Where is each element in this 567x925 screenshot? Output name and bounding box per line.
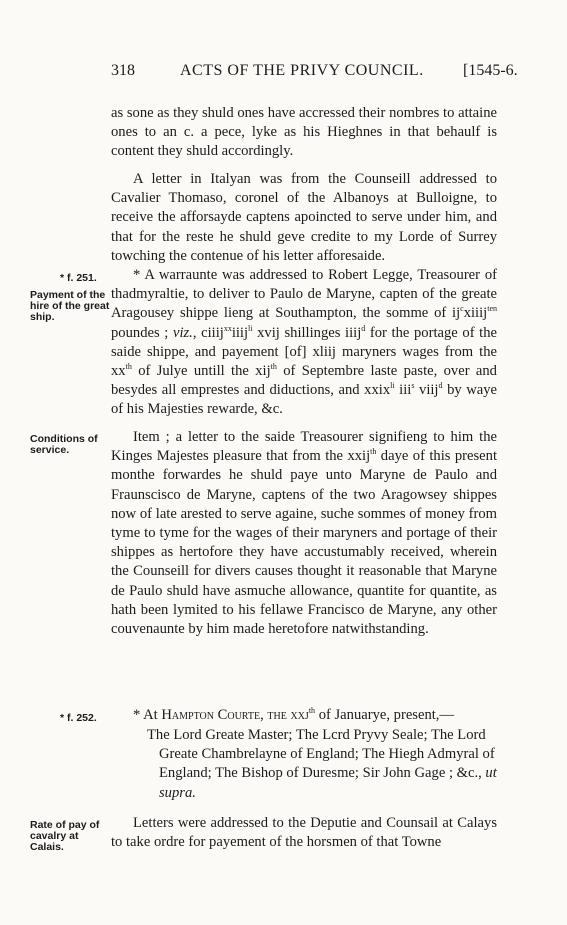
meeting-heading: * At Hampton Courte, the xxj$^{th}$ of Januarye, present,— [133,706,455,723]
page-header [0,62,567,86]
paragraph-text: Item ; a letter to the saide Treasourer signifieng to him the Kinges Majestes pleasure that from the xxij$^{th}$ daye of this present monthe forwardes he shuld paye unto Maryne de Paulo and Fraunscisco de Maryne, captens of the two Aragowsey shippes now of late arested to serve againe, suche sommes of money from tyme to tyme for the wages of their maryners and portage of their shippes as hertofore they have accustumably received, wherein the Counseill for divers causes thought it reasonable that Maryne de Paulo shuld have asmuche allowance, quantite for quantite, as hath been lymited to his fellawe Francisco de Maryne, any other couvenaunte by him made heretofore natwithstanding. [111,429,498,638]
running-title: ACTS OF THE PRIVY COUNCIL. [180,62,424,79]
paragraph-warrant [111,266,497,420]
folio-marker: * f. 251. [60,272,97,284]
paragraph-treasourer-letter [111,428,497,639]
paragraph-continuation [111,104,497,162]
running-year: [1545-6. [463,62,518,79]
paragraph-italian-letter [111,170,497,266]
paragraph-text: * A warraunte was addressed to Robert Legge, Treasourer of thadmyraltie, to deliver to Paulo de Maryne, capten of the greate Aragousey shippe lieng at Southampton, the somme of $ij^cxiiij^{ten}$ poundes ; viz., ciiij$^{xx}$iiij$^{li}$ xvij shillinges iiij$^d$ for the portage of the saide shippe, and payement [of] xliij maryners wages from the $xx^{th}$ of Julye untill the xij$^{th}$ of Septembre laste paste, over and besydes all emprestes and diductions, and xxix$^{li}$ iii$^s$ viij$^d$ by waye of his Majesties rewarde, &c. [111,267,498,418]
margin-note-conditions: Conditions of service. [30,433,98,456]
margin-note-payment-hire: Payment of the hire of the great ship. [30,289,110,323]
members-present: The Lord Greate Master; The Lcrd Pryvy Seale; The Lord Greate Chambrelayne of England; The Hiegh Admyral of England; The Bishop of Duresme; Sir John Gage ; &c., ut supra. [147,727,497,801]
paragraph-text: A letter in Italyan was from the Counseill addressed to Cavalier Thomaso, coronel of the Albanoys at Bulloigne, to receive the afforsayde captens apoincted to serve under him, and that for the reste he shuld geve credite to my Lorde of Surrey towching the contenue of his letter afforesaide. [111,171,497,264]
paragraph-calais-letters [111,814,497,852]
paragraph-text: as sone as they shuld ones have accressed their nombres to attaine ones to an c. a pece, lyke as his Hieghnes in that behaulf is content they shuld accordingly. [111,105,497,160]
page-number: 318 [111,62,135,79]
margin-note-rate-of-pay: Rate of pay of cavalry at Calais. [30,819,100,853]
folio-marker: * f. 252. [60,712,97,724]
paragraph-text: Letters were addressed to the Deputie and Counsail at Calays to take ordre for payement of the horsmen of that Towne [111,815,497,851]
